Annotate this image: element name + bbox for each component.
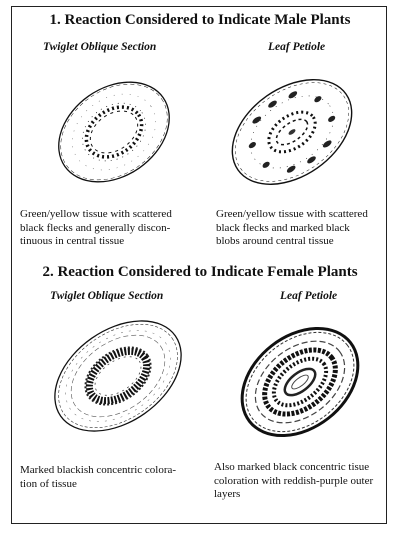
section2-twiglet-label: Twiglet Oblique Section [50,290,164,302]
caption-line: Green/yellow tissue with scattered [216,208,368,220]
section2-petiole-caption [214,461,386,502]
section2-twiglet-caption [20,464,208,491]
caption-line: tion of tissue [20,477,77,490]
caption-line: Green/yellow tissue with scattered [20,208,172,220]
caption-line: Also marked black concentric tisue [214,461,370,473]
caption-line: black flecks and marked black [216,221,350,234]
section2-twiglet-illustration [42,312,194,440]
section2-petiole-illustration [230,316,370,448]
section1-twiglet-illustration [50,65,178,199]
section1-petiole-caption [216,208,386,249]
caption-line: Marked blackish concentric colora- [20,464,177,476]
section2-petiole-label: Leaf Petiole [280,290,338,302]
section1-petiole-illustration [222,68,362,196]
section1-heading: 1. Reaction Considered to Indicate Male Plants [49,12,351,28]
caption-line: tinuous in central tissue [20,235,125,247]
caption-line: blobs around central tissue [216,235,334,247]
section1-petiole-label: Leaf Petiole [268,41,326,53]
section1-twiglet-label: Twiglet Oblique Section [43,41,157,53]
section2-heading: 2. Reaction Considered to Indicate Female Plants [42,264,358,280]
section1-twiglet-caption [20,208,205,249]
caption-line: layers [214,488,241,500]
caption-line: coloration with reddish-purple outer [214,474,374,487]
caption-line: black flecks and generally discon- [20,221,171,234]
